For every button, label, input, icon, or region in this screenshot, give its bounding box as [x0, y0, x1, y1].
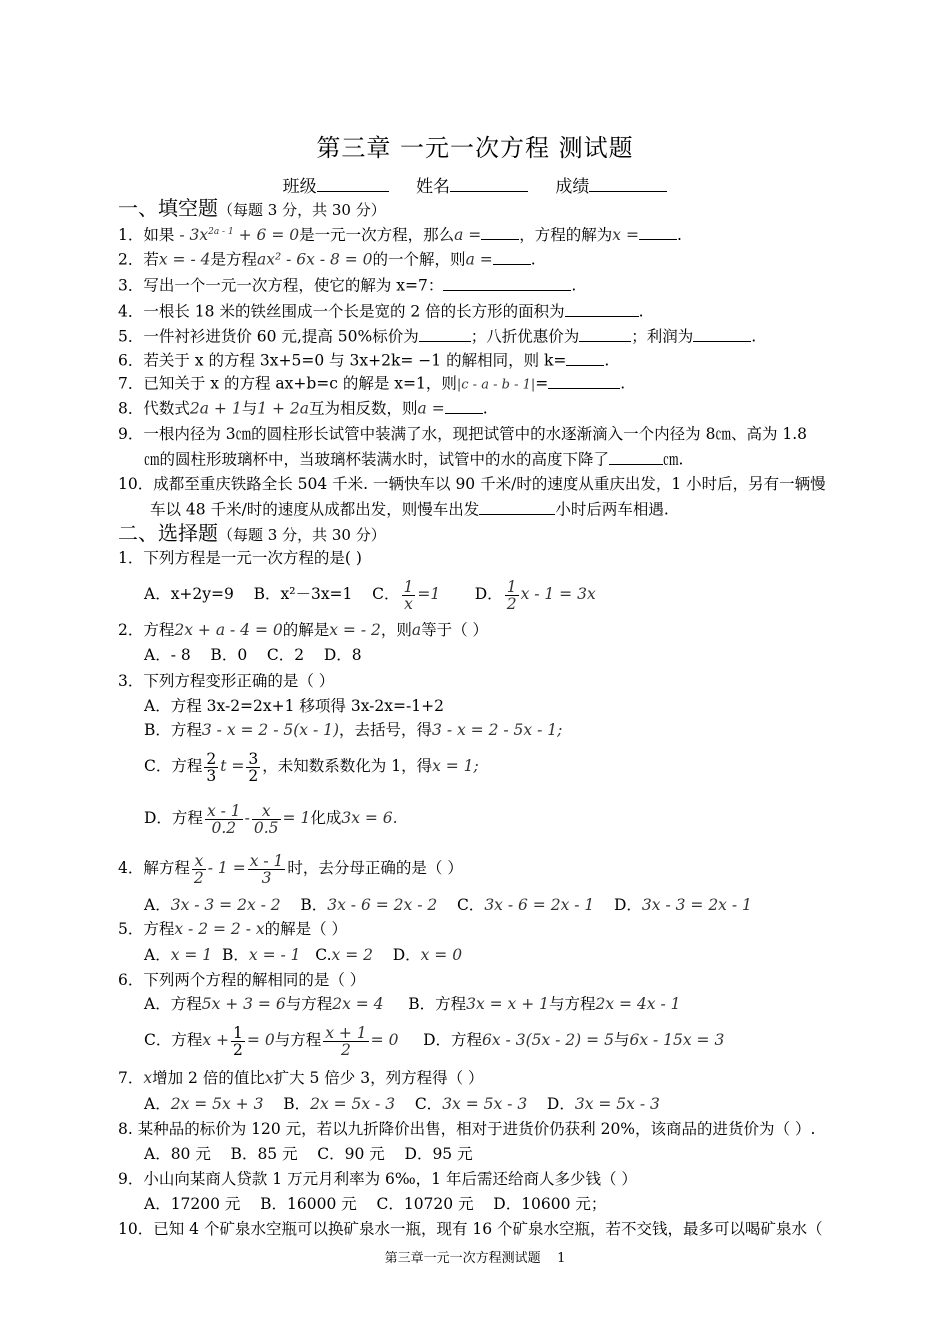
answer-blank[interactable]	[566, 349, 604, 366]
section-title: 一、填空题	[118, 196, 218, 220]
question-fill-7	[118, 372, 625, 396]
answer-blank[interactable]	[443, 274, 571, 291]
option-b: B．x²－3x=1	[253, 585, 353, 603]
math: 3x = 6.	[341, 809, 398, 827]
q-text: ，未知数系数化为 1，得	[262, 757, 433, 775]
question-fill-5	[118, 325, 756, 347]
question-choice-6-options-cd	[144, 1022, 724, 1058]
math: + 6 = 0	[238, 226, 300, 245]
math: 3 - x = 2 - 5(x - 1)	[201, 721, 340, 739]
fraction	[246, 751, 260, 784]
class-blank[interactable]	[317, 174, 389, 192]
math: 1 + 2a	[257, 399, 310, 418]
question-choice-2	[118, 620, 488, 640]
section-heading-choice	[118, 523, 386, 545]
question-choice-3	[118, 671, 334, 691]
option-c: C．	[372, 585, 400, 603]
answer-blank[interactable]	[579, 325, 631, 342]
q-text: 与	[241, 399, 258, 418]
student-info-row	[0, 172, 950, 197]
q-text: 3．写出一个一元一次方程，使它的解为 x=7：	[118, 276, 444, 295]
q-text: 5．方程	[118, 920, 175, 938]
option-d: D．	[613, 896, 642, 914]
question-choice-3-option-c	[144, 748, 479, 784]
question-choice-1-options	[144, 576, 596, 612]
math: = 0	[246, 1031, 275, 1049]
q-text: 3．下列方程变形正确的是（ ）	[118, 672, 335, 690]
denominator: 0.2	[211, 818, 237, 837]
question-choice-3-option-d	[144, 800, 398, 836]
question-fill-8	[118, 397, 488, 419]
math: x = 0	[420, 946, 463, 964]
question-fill-10-cont	[150, 498, 669, 520]
denominator: 2	[248, 766, 259, 785]
option-a: A．	[144, 946, 171, 964]
option-a: A．方程	[144, 995, 202, 1013]
q-text: 8．代数式	[118, 399, 190, 418]
numerator: x + 1	[325, 1023, 367, 1042]
math: 5x + 3 = 6	[201, 995, 286, 1013]
q-text: 1．下列方程是一元一次方程的是( )	[118, 549, 362, 567]
question-choice-4-options	[144, 895, 752, 915]
q-text: 增加 2 倍的值比	[152, 1069, 265, 1087]
q-text: 化成	[310, 809, 342, 827]
option-c: C．	[414, 1095, 443, 1113]
math: 3x = 5x - 3	[442, 1095, 528, 1113]
numerator: 1	[403, 577, 414, 596]
question-choice-4	[118, 850, 463, 886]
options: A．17200 元 B．16000 元 C．10720 元 D．10600 元；	[144, 1195, 607, 1213]
fraction	[252, 803, 281, 836]
question-fill-10	[118, 474, 826, 494]
q-text: ，去括号，得	[339, 721, 433, 739]
q-text: 4．解方程	[118, 859, 190, 877]
math: =1	[417, 585, 441, 603]
question-choice-5-options	[144, 945, 462, 965]
q-text: 时，去分母正确的是（ ）	[287, 859, 463, 877]
option-a: A．	[144, 1095, 171, 1113]
denominator: 3	[261, 868, 272, 887]
page-title: 第三章 一元一次方程 测试题	[316, 134, 634, 162]
footer-text: 第三章一元一次方程测试题 1	[384, 1251, 566, 1266]
answer-blank[interactable]	[565, 300, 639, 317]
q-text: ；利润为	[631, 327, 694, 346]
fraction	[192, 853, 206, 886]
numerator: 1	[233, 1023, 243, 1042]
answer-blank[interactable]	[493, 248, 531, 265]
q-text: 与方程	[548, 995, 596, 1013]
math: 2x = 4	[332, 995, 384, 1013]
q-text: 7．	[118, 1069, 144, 1087]
q-text: 是方程	[210, 250, 257, 269]
option-c: C．方程	[144, 757, 203, 775]
q-text: .	[638, 302, 644, 321]
numerator: 3	[248, 749, 259, 768]
question-choice-7-options	[144, 1094, 660, 1114]
numerator: x	[192, 853, 206, 870]
q-text: 互为相反数，则	[309, 399, 418, 418]
q-text: 车以 48 千米/时的速度从成都出发，则慢车出发	[150, 500, 480, 519]
option-d: D．方程	[144, 809, 203, 827]
numerator: 2	[206, 749, 217, 768]
q-text: =	[535, 374, 549, 393]
math: a =	[454, 226, 482, 245]
math: x +	[202, 1031, 230, 1049]
question-choice-8	[118, 1119, 815, 1139]
question-choice-5	[118, 919, 347, 939]
denominator: 2	[233, 1040, 243, 1059]
math-exponent: 2a - 1	[208, 227, 234, 237]
math: 3x - 3 = 2x - 2	[170, 896, 281, 914]
fraction	[205, 803, 243, 836]
option-a: A．方程 3x-2=2x+1 移项得 3x-2x=-1+2	[144, 697, 444, 715]
q-text: .	[620, 374, 626, 393]
math: 3x - 3 = 2x - 1	[641, 896, 752, 914]
math: x = 1	[170, 946, 213, 964]
q-text: 10．成都至重庆铁路全长 504 千米. 一辆快车以 90 千米/时的速度从重庆出发，1 小时后，另有一辆慢	[118, 475, 826, 493]
answer-blank[interactable]	[479, 498, 555, 515]
answer-blank[interactable]	[481, 224, 519, 241]
math: x - 2 = 2 - x	[174, 920, 265, 938]
option-d: D．	[474, 585, 503, 603]
math: 2a + 1	[189, 399, 242, 418]
question-choice-3-option-a	[144, 696, 444, 716]
option-b: B．方程	[144, 721, 202, 739]
question-choice-3-option-b	[144, 720, 562, 740]
math: x = - 2	[329, 621, 381, 639]
q-text: 6．若关于 x 的方程 3x+5=0 与 3x+2k= −1 的解相同，则 k=	[118, 351, 567, 370]
section-note: （每题 3 分，共 30 分）	[218, 526, 386, 544]
question-fill-3	[118, 274, 576, 296]
option-d: D．	[546, 1095, 575, 1113]
option-c: C．方程	[144, 1031, 203, 1049]
score-blank[interactable]	[589, 174, 667, 192]
fraction	[402, 579, 416, 612]
q-text: ，则	[380, 621, 412, 639]
q-text: 9．小山向某商人贷款 1 万元月利率为 6‰，1 年后需还给商人多少钱（ ）	[118, 1170, 637, 1188]
math: a =	[417, 399, 445, 418]
q-text: 等于（ ）	[421, 621, 489, 639]
question-choice-9	[118, 1169, 637, 1189]
option-b: B．	[222, 946, 249, 964]
math: -	[244, 809, 250, 827]
denominator: 2	[193, 868, 204, 887]
q-text: .	[530, 250, 536, 269]
math: t =	[220, 757, 245, 775]
q-text: 7．已知关于 x 的方程 ax+b=c 的解是 x=1，则	[118, 374, 457, 393]
name-blank[interactable]	[450, 174, 528, 192]
question-choice-8-options	[144, 1144, 473, 1164]
denominator: 0.5	[253, 818, 279, 837]
question-choice-6-options-ab	[144, 994, 681, 1014]
answer-blank[interactable]	[419, 325, 471, 342]
math: 2x = 4x - 1	[595, 995, 681, 1013]
score-label: 成绩	[555, 177, 590, 197]
q-text: .	[751, 327, 757, 346]
math: x - 1 = 3x	[520, 585, 596, 603]
q-text: 2．若	[118, 250, 159, 269]
question-choice-2-options	[144, 645, 362, 665]
fraction	[231, 1025, 245, 1058]
math: 3x = 5x - 3	[574, 1095, 660, 1113]
q-text: 5．一件衬衫进货价 60 元,提高 50%标价为	[118, 327, 419, 346]
math: x = - 4	[158, 250, 211, 269]
question-choice-9-options	[144, 1194, 606, 1214]
q-text: ㎝.	[663, 450, 684, 469]
q-text: 6．下列两个方程的解相同的是（ ）	[118, 971, 366, 989]
option-a: A．	[144, 896, 171, 914]
options: A．- 8 B．0 C．2 D．8	[144, 646, 362, 664]
math: = 1	[282, 809, 311, 827]
q-text: .	[571, 276, 577, 295]
numerator: x - 1	[206, 801, 241, 820]
question-fill-9	[118, 424, 807, 444]
option-b: B．	[283, 1095, 311, 1113]
fraction	[323, 1025, 368, 1058]
math: x	[143, 1069, 153, 1087]
option-b: B．方程	[408, 995, 467, 1013]
options: A．80 元 B．85 元 C．90 元 D．95 元	[144, 1145, 473, 1163]
q-text: 4．一根长 18 米的铁丝围成一个长是宽的 2 倍的长方形的面积为	[118, 302, 565, 321]
q-text: 扩大 5 倍少 3，列方程得（ ）	[273, 1069, 484, 1087]
numerator: x	[252, 803, 281, 820]
fraction	[204, 751, 218, 784]
math: 3 - x = 2 - 5x - 1;	[432, 721, 563, 739]
q-text: .	[676, 226, 682, 245]
option-d: D．方程	[423, 1031, 483, 1049]
math: 3x - 6 = 2x - 2	[327, 896, 438, 914]
math: 6x - 3(5x - 2) = 5	[482, 1031, 614, 1049]
question-fill-4	[118, 300, 644, 322]
question-fill-9-cont	[144, 448, 683, 470]
math: 3x = x + 1	[466, 995, 549, 1013]
q-text: 的解是（ ）	[264, 920, 348, 938]
numerator: 1	[506, 577, 517, 596]
math: 2x = 5x - 3	[310, 1095, 396, 1113]
math: x = - 1	[248, 946, 301, 964]
q-text: .	[604, 351, 610, 370]
q-text: 与	[613, 1031, 630, 1049]
option-c: C.	[315, 946, 332, 964]
section-heading-fill-in	[118, 198, 386, 220]
answer-blank[interactable]	[609, 448, 663, 465]
q-text: .	[482, 399, 488, 418]
page-footer	[0, 1247, 950, 1266]
denominator: 2	[506, 594, 517, 613]
q-text: 1．如果	[118, 226, 175, 245]
math: 2x = 5x + 3	[170, 1095, 264, 1113]
q-text: 8. 某种品的标价为 120 元，若以九折降价出售，相对于进货价仍获利 20%，该商品的进货价为（ ）.	[118, 1120, 816, 1138]
math: - 1 =	[207, 859, 246, 877]
math: - 3x	[179, 226, 209, 245]
q-text: 小时后两车相遇.	[555, 500, 669, 519]
math: a	[411, 621, 422, 639]
question-fill-2	[118, 248, 536, 270]
math: x =	[612, 226, 639, 245]
answer-blank[interactable]	[445, 397, 483, 414]
q-text: 9．一根内径为 3㎝的圆柱形长试管中装满了水，现把试管中的水逐渐滴入一个内径为 8㎝、高为 1.8	[118, 425, 808, 443]
option-c: C．	[456, 896, 485, 914]
math: 3x - 6 = 2x - 1	[484, 896, 595, 914]
math: |c - a - b - 1|	[456, 377, 536, 393]
math: 2x + a - 4 = 0	[174, 621, 283, 639]
answer-blank[interactable]	[639, 224, 677, 241]
q-text: ；八折优惠价为	[470, 327, 580, 346]
math: x = 1;	[432, 757, 479, 775]
q-text: 与方程	[285, 995, 333, 1013]
q-text: 10．已知 4 个矿泉水空瓶可以换矿泉水一瓶，现有 16 个矿泉水空瓶，若不交钱，最多可以喝矿泉水（	[118, 1220, 823, 1238]
answer-blank[interactable]	[548, 372, 620, 389]
denominator: 2	[340, 1040, 351, 1059]
q-text: 是一元一次方程，那么	[299, 226, 455, 245]
q-text: 的解是	[282, 621, 330, 639]
question-choice-1	[118, 548, 362, 568]
option-a: A．x+2y=9	[144, 585, 234, 603]
q-text: 2．方程	[118, 621, 175, 639]
question-choice-10	[118, 1219, 823, 1239]
name-label: 姓名	[416, 177, 450, 197]
numerator: x - 1	[249, 851, 284, 870]
denominator: 3	[206, 766, 217, 785]
math: x	[264, 1069, 274, 1087]
q-text: 的一个解，则	[372, 250, 466, 269]
q-text: ㎝的圆柱形玻璃杯中，当玻璃杯装满水时，试管中的水的高度下降了	[144, 450, 610, 469]
math: x = 2	[331, 946, 373, 964]
question-fill-6	[118, 349, 609, 371]
math: 6x - 15x = 3	[629, 1031, 725, 1049]
q-text: ，方程的解为	[519, 226, 613, 245]
q-text: 与方程	[274, 1031, 322, 1049]
denominator: x	[404, 594, 413, 613]
section-note: （每题 3 分，共 30 分）	[218, 201, 386, 219]
question-choice-7	[118, 1068, 484, 1088]
fraction	[505, 579, 519, 612]
fraction	[248, 853, 286, 886]
class-label: 班级	[282, 177, 317, 197]
section-title: 二、选择题	[118, 521, 218, 545]
option-b: B．	[300, 896, 328, 914]
question-fill-1	[118, 222, 682, 245]
math: a =	[465, 250, 493, 269]
question-choice-6	[118, 970, 365, 990]
answer-blank[interactable]	[693, 325, 751, 342]
option-d: D．	[392, 946, 421, 964]
math: = 0	[370, 1031, 399, 1049]
math: ax² - 6x - 8 = 0	[257, 250, 373, 269]
